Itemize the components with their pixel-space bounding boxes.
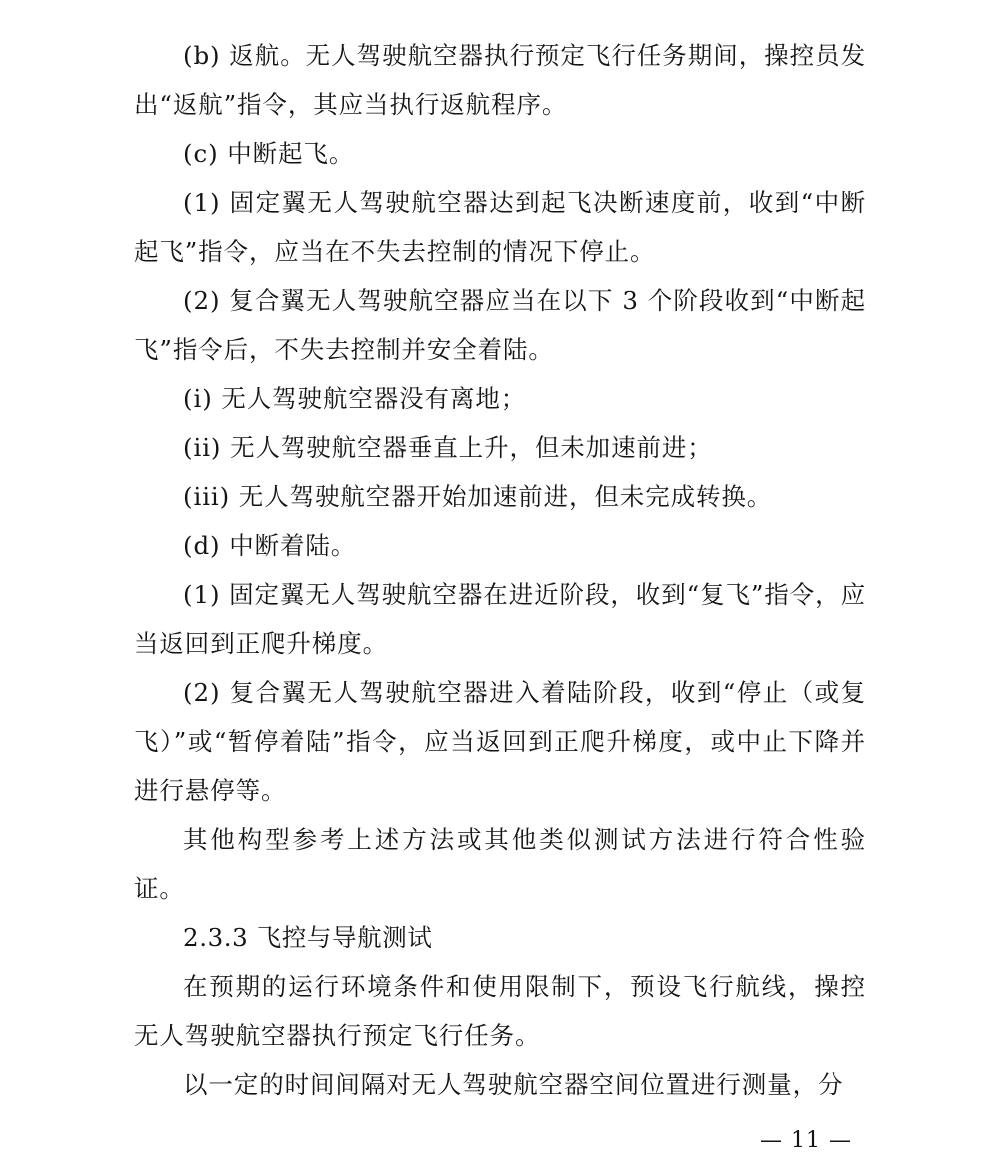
paragraph-other-configurations: 其他构型参考上述方法或其他类似测试方法进行符合性验证。 bbox=[134, 825, 866, 903]
paragraph-position-measurement: 以一定的时间间隔对无人驾驶航空器空间位置进行测量，分 bbox=[183, 1070, 844, 1099]
paragraph-return-home: (b) 返航。无人驾驶航空器执行预定飞行任务期间，操控员发出“返航”指令，其应当执行返航程序。 bbox=[134, 41, 866, 119]
paragraph-aborted-takeoff-heading: (c) 中断起飞。 bbox=[183, 139, 355, 168]
list-item-vertical-climb: (ii) 无人驾驶航空器垂直上升，但未加速前进； bbox=[183, 433, 713, 462]
paragraph-hybrid-wing-aborted-takeoff: (2) 复合翼无人驾驶航空器应当在以下 3 个阶段收到“中断起飞”指令后，不失去控制并安全着陆。 bbox=[134, 286, 866, 364]
paragraph-hybrid-wing-aborted-landing: (2) 复合翼无人驾驶航空器进入着陆阶段，收到“停止（或复飞）”或“暂停着陆”指令，应当返回到正爬升梯度，或中止下降并进行悬停等。 bbox=[134, 678, 866, 805]
list-item-not-lifted-off: (i) 无人驾驶航空器没有离地； bbox=[183, 384, 527, 413]
page-number: — 11 — bbox=[760, 1128, 852, 1153]
paragraph-preset-route: 在预期的运行环境条件和使用限制下，预设飞行航线，操控无人驾驶航空器执行预定飞行任务。 bbox=[134, 972, 866, 1050]
list-item-acceleration-forward: (iii) 无人驾驶航空器开始加速前进，但未完成转换。 bbox=[183, 482, 773, 511]
section-heading-flight-control-navigation: 2.3.3 飞控与导航测试 bbox=[183, 923, 433, 952]
paragraph-fixed-wing-aborted-takeoff: (1) 固定翼无人驾驶航空器达到起飞决断速度前，收到“中断起飞”指令，应当在不失去控制的情况下停止。 bbox=[134, 188, 866, 266]
document-body bbox=[0, 31, 866, 1109]
paragraph-fixed-wing-go-around: (1) 固定翼无人驾驶航空器在进近阶段，收到“复飞”指令，应当返回到正爬升梯度。 bbox=[134, 580, 866, 658]
paragraph-aborted-landing-heading: (d) 中断着陆。 bbox=[183, 531, 357, 560]
